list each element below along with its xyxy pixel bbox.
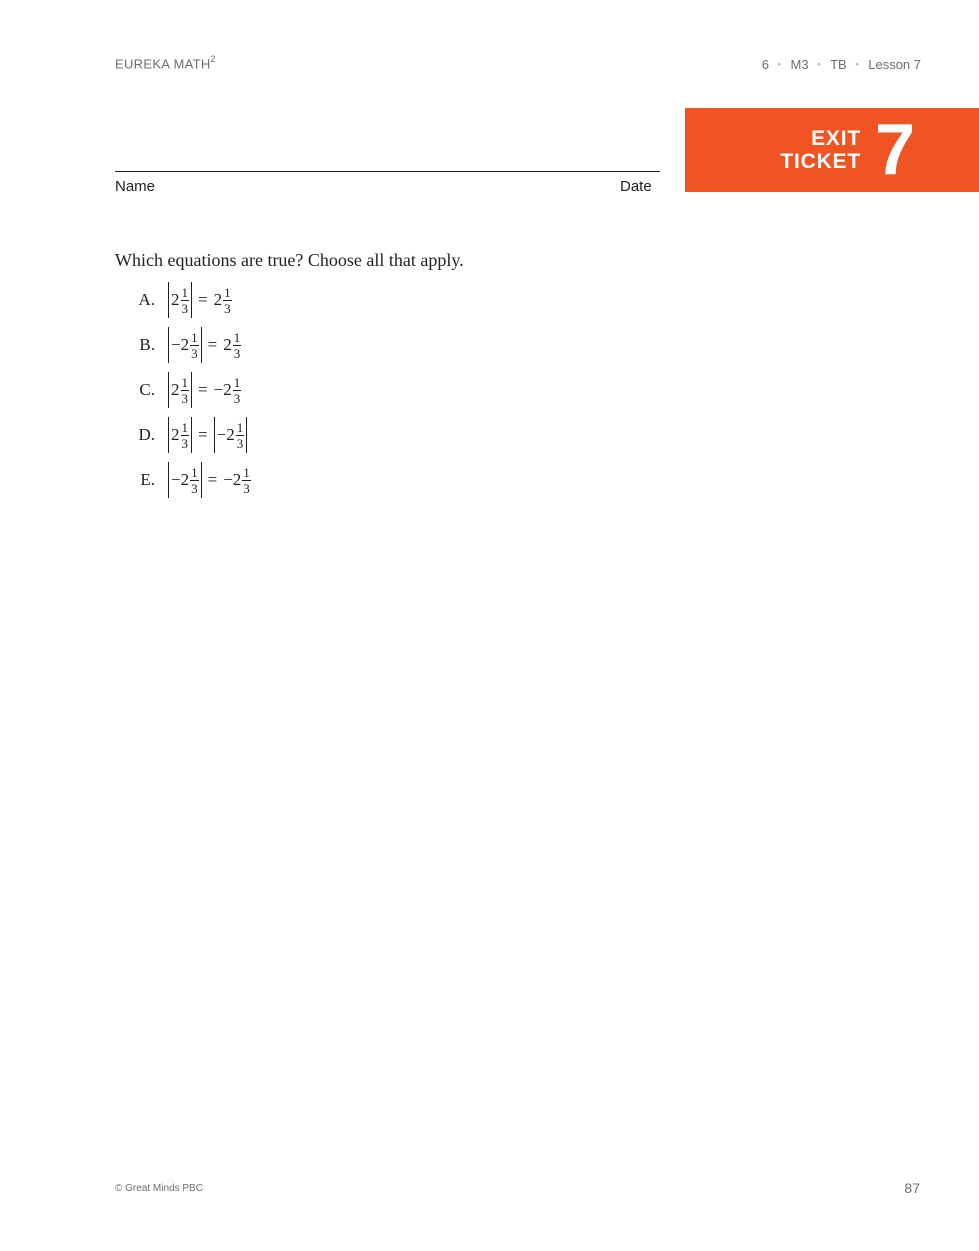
absolute-value: 2 $\frac{1}{3}$ <box>168 417 192 453</box>
choice-letter: D. <box>138 425 155 444</box>
question-prompt: Which equations are true? Choose all that apply. <box>115 250 464 270</box>
absolute-value: − 2 $\frac{1}{3}$ <box>168 462 202 498</box>
exit-ticket-label <box>780 127 861 173</box>
exit-ticket-banner <box>685 108 979 192</box>
date-label: Date <box>620 178 652 195</box>
equation: − 2 $\frac{1}{3}$ = − 2 $\frac{1}{3}$ <box>168 462 251 498</box>
choice-letter: C. <box>139 380 155 399</box>
choice-letter: B. <box>139 335 155 354</box>
equation: 2 $\frac{1}{3}$ = − 2 $\frac{1}{3}$ <box>168 417 247 453</box>
breadcrumb-lesson: Lesson 7 <box>868 57 921 72</box>
breadcrumb-book: TB <box>830 57 847 72</box>
brand-title: EUREKA MATH$^2$ <box>115 54 216 72</box>
choice-a[interactable] <box>115 280 232 320</box>
breadcrumb <box>762 57 921 72</box>
equation: − 2 $\frac{1}{3}$ = 2 $\frac{1}{3}$ <box>168 327 241 363</box>
choice-letter: E. <box>140 470 155 489</box>
absolute-value: − 2 $\frac{1}{3}$ <box>168 327 202 363</box>
breadcrumb-module: M3 <box>790 57 809 72</box>
exit-ticket-line1: EXIT <box>811 127 861 150</box>
copyright: © Great Minds PBC <box>115 1183 203 1194</box>
breadcrumb-grade: 6 <box>761 57 769 72</box>
absolute-value: − 2 $\frac{1}{3}$ <box>214 417 248 453</box>
choice-d[interactable] <box>115 415 247 455</box>
equation: 2 $\frac{1}{3}$ = − 2 $\frac{1}{3}$ <box>168 372 241 408</box>
equation: 2 $\frac{1}{3}$ = 2 $\frac{1}{3}$ <box>168 282 232 318</box>
absolute-value: 2 $\frac{1}{3}$ <box>168 372 192 408</box>
name-date-line[interactable] <box>115 171 660 172</box>
breadcrumb-separator-icon: ▸ <box>817 60 822 68</box>
breadcrumb-separator-icon: ▸ <box>778 60 782 68</box>
absolute-value: 2 $\frac{1}{3}$ <box>168 282 192 318</box>
lesson-number: 7 <box>875 110 916 190</box>
breadcrumb-separator-icon: ▸ <box>855 60 860 68</box>
choice-b[interactable] <box>115 325 241 365</box>
page-number: 87 <box>904 1180 920 1196</box>
exit-ticket-line2: TICKET <box>780 150 861 173</box>
name-label: Name <box>115 178 156 195</box>
choice-c[interactable] <box>115 370 241 410</box>
choice-e[interactable] <box>115 460 251 500</box>
choice-letter: A. <box>138 290 155 309</box>
